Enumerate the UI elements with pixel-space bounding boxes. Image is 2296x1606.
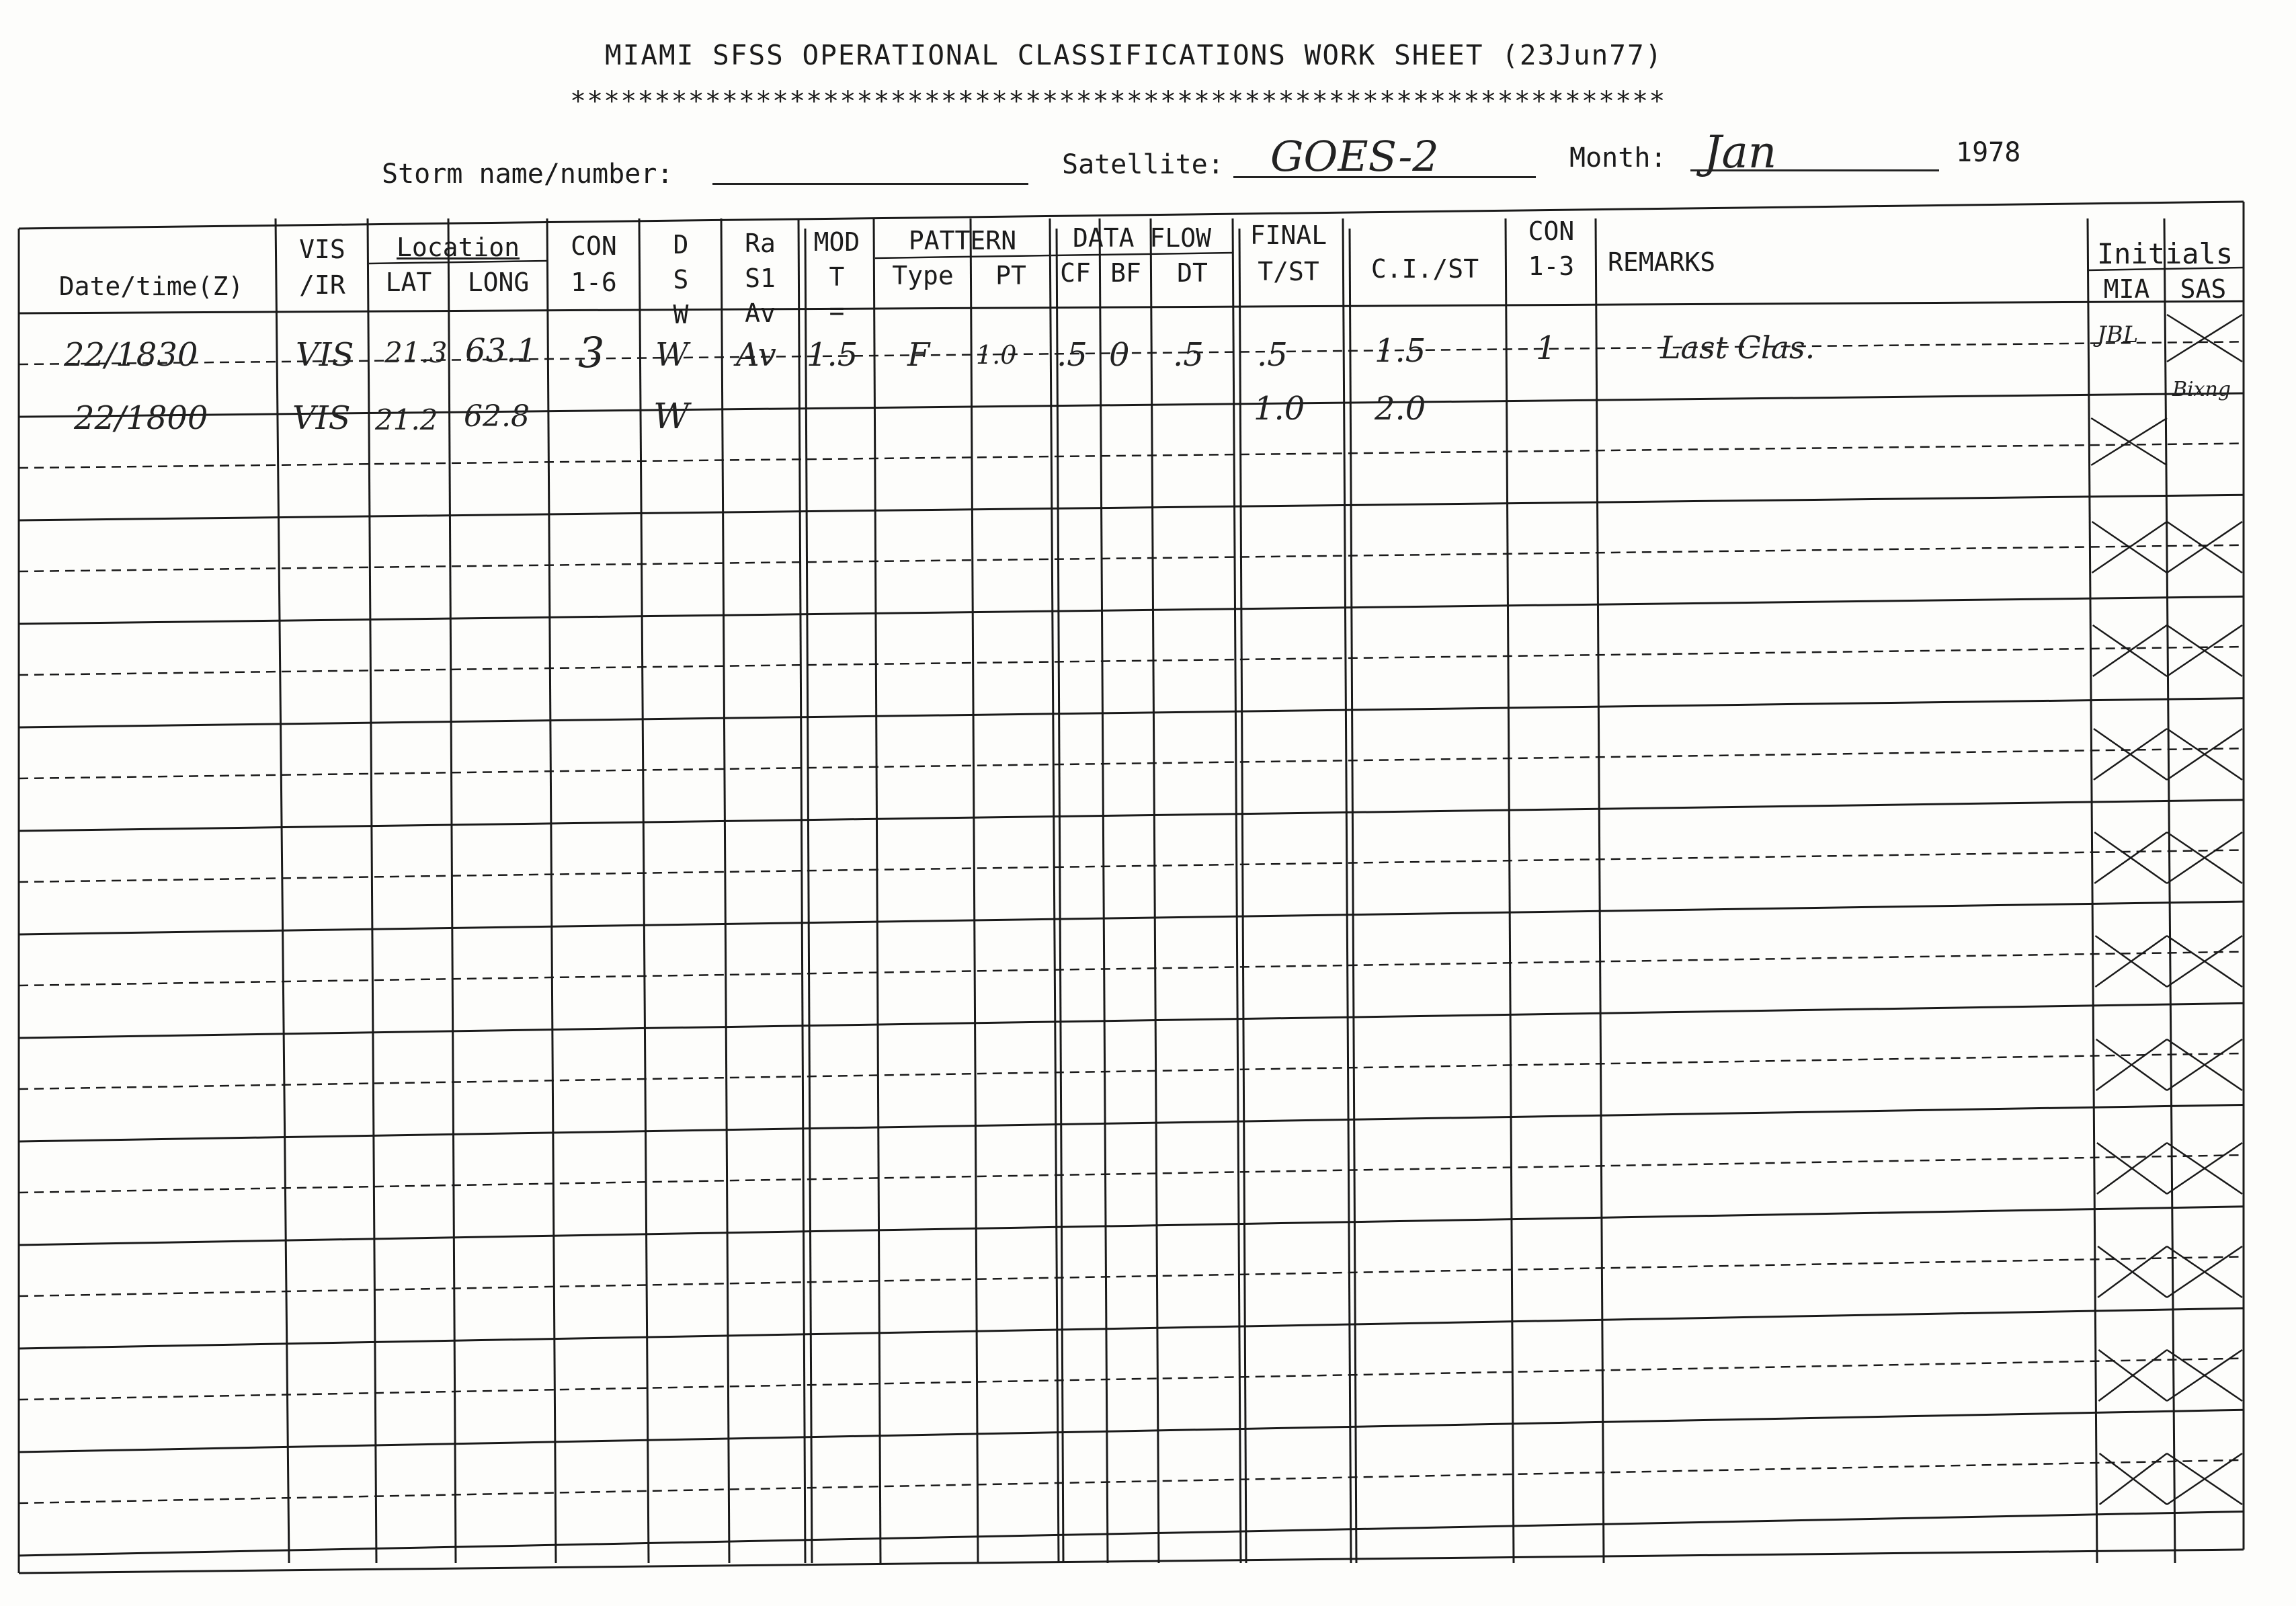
row1-type: F: [907, 336, 930, 374]
col-lat: LAT: [385, 268, 432, 297]
row1-con6: 3: [578, 328, 605, 377]
row-divider-dashed: [19, 545, 2244, 571]
row1-ci: 1.5: [1375, 332, 1426, 370]
col-initials: Initials: [2096, 237, 2233, 270]
col-pattern-pt: PT: [995, 261, 1026, 290]
title-separator: *****************************************************************: [570, 86, 1666, 117]
row-divider-dashed: [19, 748, 2244, 778]
row-divider-dashed: [19, 1460, 2244, 1503]
row-divider-dashed: [19, 850, 2244, 882]
row-divider: [19, 1105, 2244, 1141]
col-pattern: PATTERN: [908, 226, 1017, 255]
col-con6-line2: 1-6: [571, 268, 617, 297]
row-divider-dashed: [19, 647, 2244, 675]
row-divider: [19, 1410, 2244, 1452]
col-modt-line3: =: [829, 296, 845, 325]
month-label: Month:: [1569, 143, 1667, 173]
row1-mia-initials: JBL: [2097, 321, 2139, 348]
col-pattern-type: Type: [892, 261, 954, 290]
row2-lat: 21.2: [375, 403, 438, 436]
column-divider: [448, 218, 456, 1563]
col-rasav-line3: Av: [745, 298, 776, 328]
row1-rasav: Av: [736, 336, 776, 374]
row1-dsw: W: [655, 336, 689, 374]
worksheet-title: MIAMI SFSS OPERATIONAL CLASSIFICATIONS WORK SHEET (23Jun77): [605, 39, 1664, 71]
row-divider: [19, 698, 2244, 727]
row1-remarks: Last Clas.: [1660, 329, 1815, 366]
col-ci: C.I./ST: [1370, 254, 1479, 284]
row-divider-dashed: [19, 1359, 2244, 1400]
row1-cf: .5: [1057, 336, 1088, 374]
row-divider: [19, 1511, 2244, 1556]
column-divider: [721, 218, 729, 1563]
col-bf: BF: [1110, 258, 1141, 288]
col-modt-line1: MOD: [813, 227, 860, 257]
row1-pt: 1.0: [976, 340, 1017, 370]
row2-visir: VIS: [292, 399, 351, 437]
col-con6-line1: CON: [571, 231, 617, 261]
column-divider-double: [805, 229, 812, 1563]
col-dataflow: DATA FLOW: [1073, 223, 1211, 253]
storm-label: Storm name/number:: [382, 159, 673, 190]
row2-datetime: 22/1800: [74, 399, 208, 437]
col-con3-line1: CON: [1528, 216, 1575, 246]
row-divider: [19, 800, 2244, 831]
row1-con3: 1: [1536, 329, 1557, 367]
col-mia: MIA: [2103, 274, 2150, 304]
table-bottom-border: [19, 1550, 2244, 1573]
row-divider-dashed: [19, 952, 2244, 986]
row2-dsw: W: [653, 397, 690, 437]
row1-modt: 1.5: [807, 336, 858, 374]
row2-long: 62.8: [464, 399, 530, 434]
col-final-line1: FINAL: [1249, 220, 1327, 250]
row1-dt: .5: [1173, 336, 1204, 374]
column-divider: [798, 218, 805, 1563]
row1-bf: 0: [1109, 336, 1130, 374]
satellite-label: Satellite:: [1062, 149, 1224, 180]
column-divider: [971, 218, 978, 1563]
row-divider: [19, 1207, 2244, 1245]
column-divider: [2164, 218, 2175, 1563]
row2-ci: 2.0: [1375, 390, 1426, 428]
col-rasav-line1: Ra: [745, 229, 776, 258]
col-datetime: Date/time(Z): [58, 272, 244, 301]
column-divider: [874, 218, 880, 1563]
column-divider: [276, 218, 289, 1563]
col-remarks: REMARKS: [1608, 247, 1716, 277]
row1-lat: 21.3: [384, 336, 448, 369]
col-con3-line2: 1-3: [1528, 251, 1575, 281]
column-divider: [639, 218, 649, 1563]
col-long: LONG: [467, 268, 530, 297]
col-dt: DT: [1177, 258, 1208, 288]
row-divider: [19, 1308, 2244, 1349]
column-divider: [1506, 218, 1514, 1563]
row-divider-dashed: [19, 1053, 2244, 1089]
satellite-value: GOES-2: [1270, 132, 1439, 181]
column-divider: [1100, 218, 1108, 1563]
column-divider: [547, 218, 556, 1563]
col-cf: CF: [1060, 258, 1091, 288]
row-divider-dashed: [19, 1256, 2244, 1296]
header-divider: [19, 301, 2244, 313]
month-value: Jan: [1704, 126, 1777, 178]
col-visir-line2: /IR: [299, 270, 345, 300]
col-dsw-line1: D: [673, 230, 689, 259]
row-divider: [19, 901, 2244, 934]
row-divider: [19, 393, 2244, 417]
col-sas: SAS: [2180, 274, 2227, 304]
col-dsw-line3: W: [673, 300, 689, 329]
row2-final: 1.0: [1254, 390, 1305, 428]
col-visir-line1: VIS: [299, 235, 345, 264]
row2-sas-initials: Bixng: [2172, 378, 2231, 401]
col-modt-line2: T: [829, 262, 845, 292]
year-label: 1978: [1956, 137, 2021, 168]
column-divider: [1151, 218, 1159, 1563]
column-divider: [1596, 218, 1604, 1563]
row1-visir: VIS: [296, 336, 354, 374]
row-divider: [19, 596, 2244, 624]
col-dsw-line2: S: [673, 265, 689, 294]
row-divider: [19, 495, 2244, 520]
col-location: Location: [396, 233, 520, 262]
col-rasav-line2: S1: [745, 264, 776, 293]
row1-long: 63.1: [465, 332, 537, 370]
col-final-line2: T/ST: [1258, 257, 1319, 286]
row1-final: .5: [1257, 336, 1288, 374]
row-divider-dashed: [19, 444, 2244, 468]
row1-datetime: 22/1830: [64, 336, 198, 374]
row-divider: [19, 1003, 2244, 1038]
row-divider-dashed: [19, 1155, 2244, 1193]
